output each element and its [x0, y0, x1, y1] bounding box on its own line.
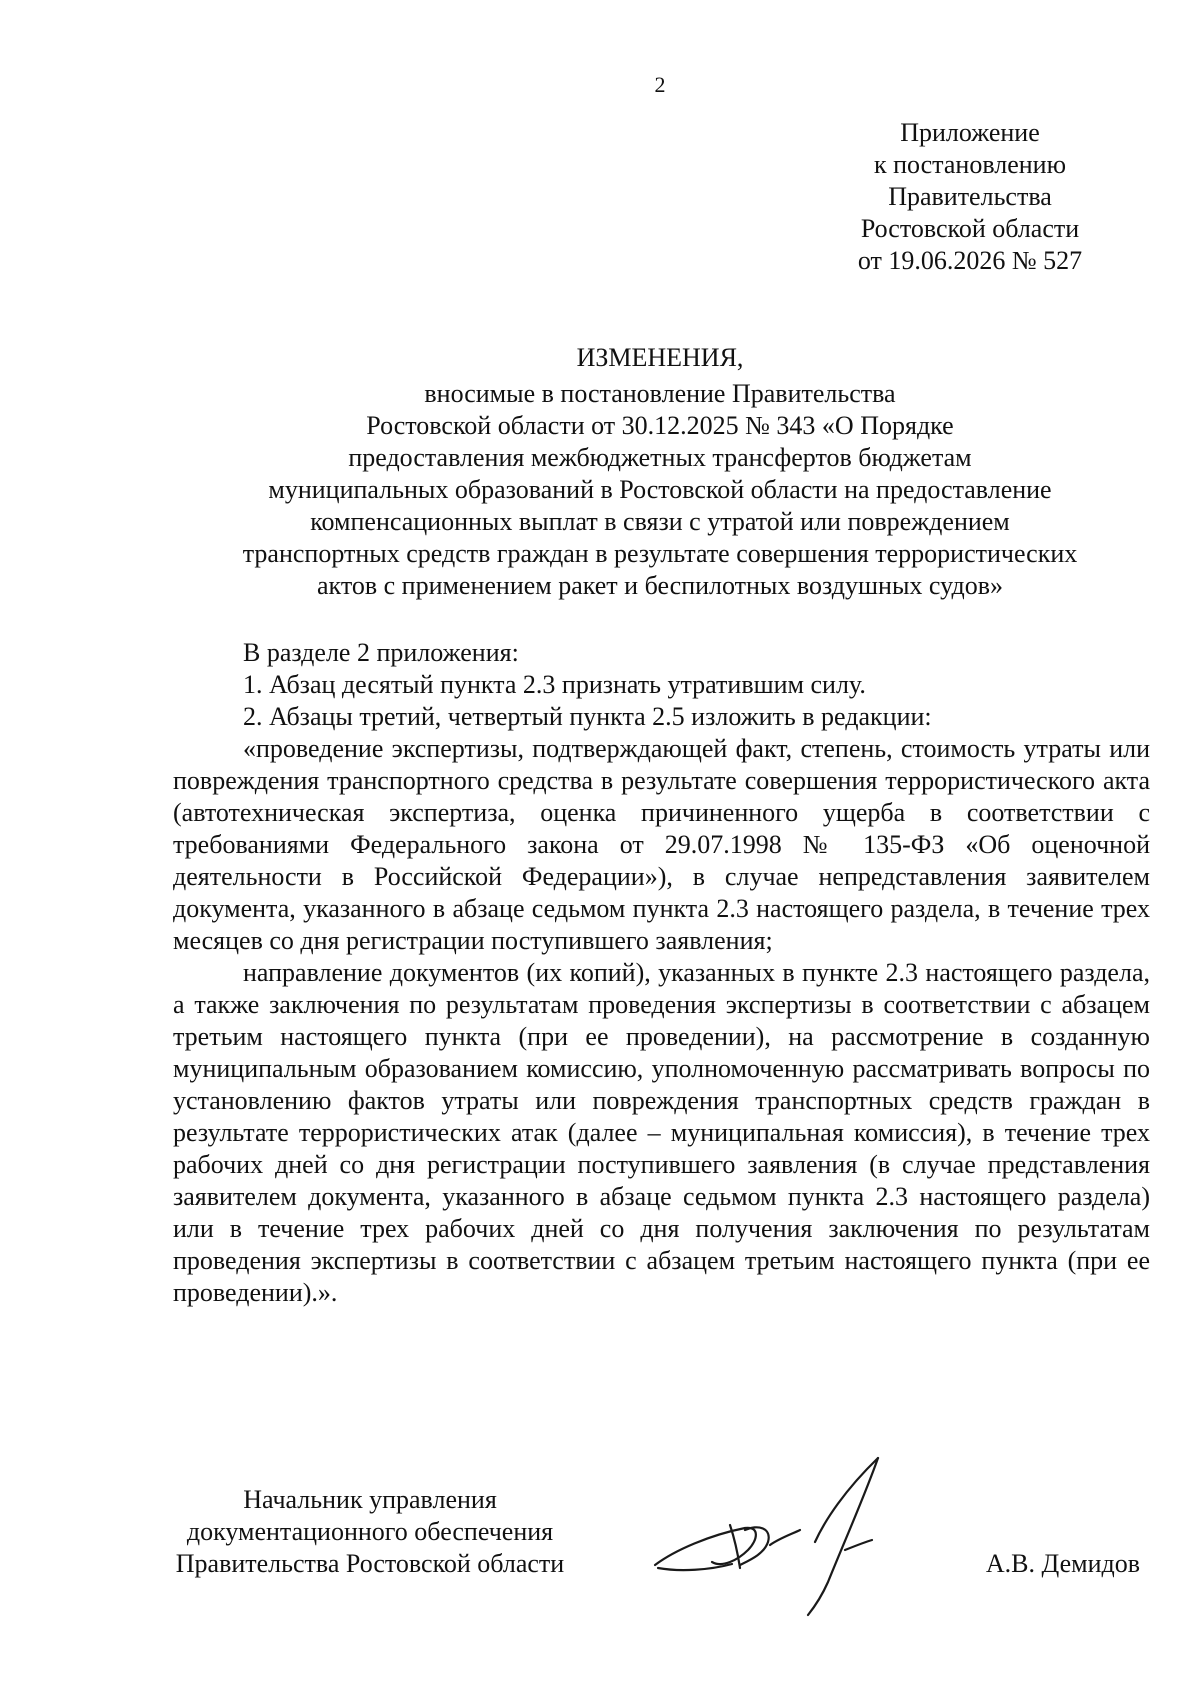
body-paragraph: 2. Абзацы третий, четвертый пункта 2.5 изложить в редакции: — [243, 702, 932, 731]
subtitle-line: Ростовской области от 30.12.2025 № 343 «О Порядке — [366, 411, 954, 440]
subtitle-line: предоставления межбюджетных трансфертов бюджетам — [348, 443, 972, 472]
page-number: 2 — [654, 72, 666, 97]
document-subtitle — [0, 378, 1200, 602]
appendix-line: Правительства — [888, 182, 1052, 211]
document-body — [173, 637, 1150, 1309]
signatory-position-line: документационного обеспечения — [186, 1517, 554, 1546]
subtitle-line: актов с применением ракет и беспилотных воздушных судов» — [316, 571, 1004, 600]
subtitle-line: транспортных средств граждан в результате совершения террористических — [242, 539, 1078, 568]
signer-name: А.В. Демидов — [985, 1549, 1140, 1578]
appendix-header — [845, 117, 1095, 277]
handwritten-signature — [640, 1450, 940, 1620]
body-paragraph: 1. Абзац десятый пункта 2.3 признать утратившим силу. — [243, 670, 866, 699]
subtitle-line: компенсационных выплат в связи с утратой или повреждением — [310, 507, 1010, 536]
signatory-position-line: Начальник управления — [243, 1485, 497, 1514]
appendix-line: от 19.06.2026 № 527 — [857, 246, 1083, 275]
subtitle-line: муниципальных образований в Ростовской области на предоставление — [268, 475, 1052, 504]
document-title: ИЗМЕНЕНИЯ, — [576, 343, 744, 372]
signatory-position-line: Правительства Ростовской области — [175, 1549, 565, 1578]
body-paragraph: направление документов (их копий), указанных в пункте 2.3 настоящего раздела, а также заключения по результатам проведения экспертизы в соответствии с абзацем третьим настоящего пункта (при ее проведении), на рассмотрение в созданную муниципальным образованием комиссию, уполномоченную рассматривать вопросы по установлению фактов утраты или повреждения транспортных средств граждан в результате террористических атак (далее – муниципальная комиссия), в течение трех рабочих дней со дня регистрации поступившего заявления (в случае представления заявителем документа, указанного в абзаце седьмом пункта 2.3 настоящего раздела) или в течение трех рабочих дней со дня получения заключения по результатам проведения экспертизы в соответствии с абзацем третьим настоящего пункта (при ее проведении).». — [173, 958, 1150, 1307]
appendix-line: Приложение — [900, 118, 1040, 147]
subtitle-line: вносимые в постановление Правительства — [424, 379, 896, 408]
appendix-line: Ростовской области — [860, 214, 1080, 243]
signatory-position — [150, 1484, 590, 1580]
appendix-line: к постановлению — [873, 150, 1067, 179]
body-paragraph: «проведение экспертизы, подтверждающей факт, степень, стоимость утраты или повреждения транспортного средства в результате совершения террористического акта (автотехническая экспертиза, оценка причиненного ущерба в соответствии с требованиями Федерального закона от 29.07.1998 № 135-ФЗ «Об оценочной деятельности в Российской Федерации»), в случае непредставления заявителем документа, указанного в абзаце седьмом пункта 2.3 настоящего раздела, в течение трех месяцев со дня регистрации поступившего заявления; — [173, 734, 1150, 955]
body-paragraph: В разделе 2 приложения: — [243, 638, 519, 667]
